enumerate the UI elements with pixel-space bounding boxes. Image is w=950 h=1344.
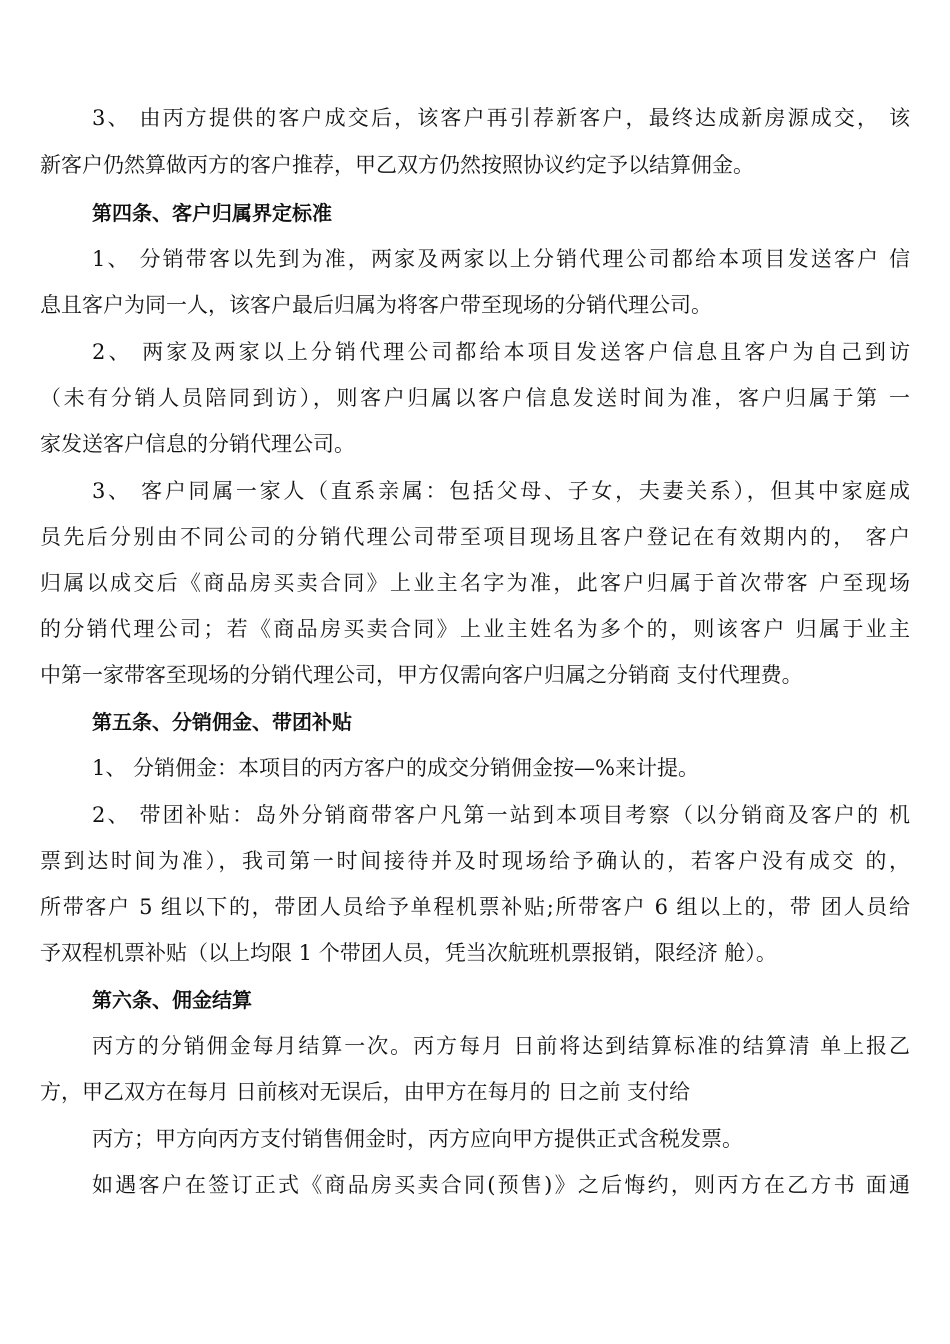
article-6-para-2: 丙方；甲方向丙方支付销售佣金时，丙方应向甲方提供正式含税发票。: [92, 1127, 743, 1151]
article-6-para-1-line-1: 丙方的分销佣金每月结算一次。丙方每月 日前将达到结算标准的结算清 单上报乙: [92, 1034, 910, 1058]
paragraph-3-line-2: 新客户仍然算做丙方的客户推荐，甲乙双方仍然按照协议约定予以结算佣金。: [40, 153, 754, 177]
article-4-item-3-line-3: 归属以成交后《商品房买卖合同》上业主名字为准，此客户归属于首次带客 户至现场: [40, 571, 910, 595]
article-6-para-1-line-2: 方，甲乙双方在每月 日前核对无误后，由甲方在每月的 日之前 支付给: [40, 1080, 691, 1104]
section-heading-article-5: 第五条、分销佣金、带团补贴: [92, 710, 352, 734]
article-5-item-2-line-2: 票到达时间为准），我司第一时间接待并及时现场给予确认的，若客户没有成交 的，: [40, 849, 910, 873]
article-5-item-1: 1、 分销佣金：本项目的丙方客户的成交分销佣金按—%来计提。: [92, 756, 699, 780]
article-5-item-2-line-3: 所带客户 5 组以下的，带团人员给予单程机票补贴;所带客户 6 组以上的，带 团人员给: [40, 895, 910, 919]
article-5-item-2-line-1: 2、 带团补贴：岛外分销商带客户凡第一站到本项目考察（以分销商及客户的 机: [92, 803, 910, 827]
article-4-item-3-line-4: 的分销代理公司；若《商品房买卖合同》上业主姓名为多个的，则该客户 归属于业主: [40, 617, 910, 641]
article-4-item-1-line-1: 1、 分销带客以先到为准，两家及两家以上分销代理公司都给本项目发送客户 信: [92, 247, 910, 271]
article-4-item-3-line-1: 3、 客户同属一家人（直系亲属：包括父母、子女，夫妻关系），但其中家庭成: [92, 479, 910, 503]
article-4-item-2-line-3: 家发送客户信息的分销代理公司。: [40, 432, 355, 456]
article-4-item-3-line-2: 员先后分别由不同公司的分销代理公司带至项目现场且客户登记在有效期内的， 客户: [40, 525, 910, 549]
article-4-item-3-line-5: 中第一家带客至现场的分销代理公司，甲方仅需向客户归属之分销商 支付代理费。: [40, 663, 803, 687]
article-5-item-2-line-4: 予双程机票补贴（以上均限 1 个带团人员，凭当次航班机票报销，限经济 舱）。: [40, 941, 777, 965]
paragraph-3-line-1: 3、 由丙方提供的客户成交后，该客户再引荐新客户，最终达成新房源成交， 该: [92, 106, 910, 130]
article-4-item-1-line-2: 息且客户为同一人，该客户最后归属为将客户带至现场的分销代理公司。: [40, 293, 712, 317]
article-6-para-3-line-1: 如遇客户在签订正式《商品房买卖合同(预售)》之后悔约，则丙方在乙方书 面通: [92, 1173, 910, 1197]
article-4-item-2-line-2: （未有分销人员陪同到访），则客户归属以客户信息发送时间为准，客户归属于第 一: [40, 386, 910, 410]
section-heading-article-6: 第六条、佣金结算: [92, 988, 252, 1012]
section-heading-article-4: 第四条、客户归属界定标准: [92, 201, 332, 225]
article-4-item-2-line-1: 2、 两家及两家以上分销代理公司都给本项目发送客户信息且客户为自己到访: [92, 340, 910, 364]
